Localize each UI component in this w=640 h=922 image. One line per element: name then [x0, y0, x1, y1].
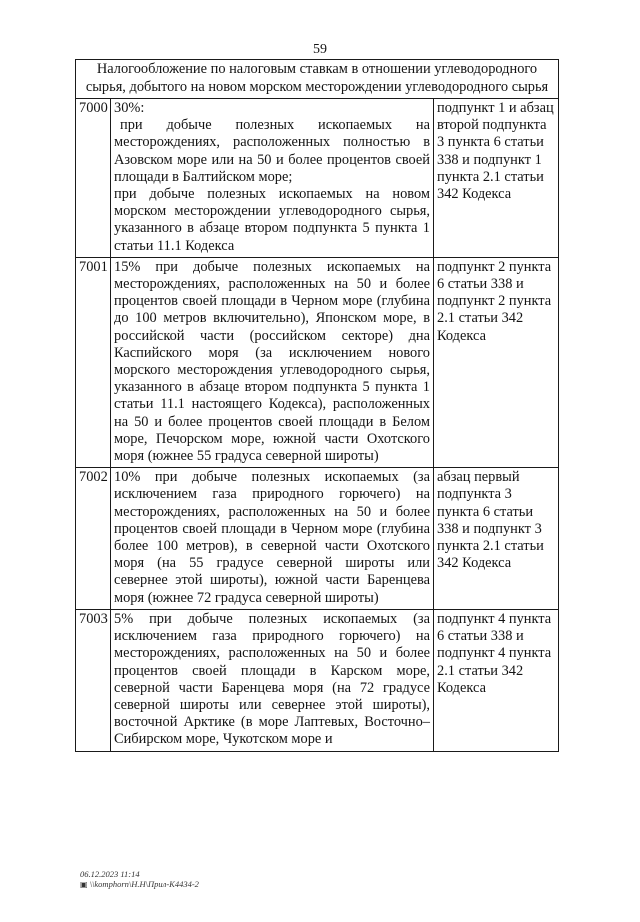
table-header-title: Налогообложение по налоговым ставкам в отношении углеводородного сырья, добытого на новом морском месторождении углеводородного сырья [76, 60, 559, 99]
table-row [76, 468, 559, 610]
footer-path: \\komphorn\Н.Н\Прил-К4434-2 [89, 879, 199, 889]
rate-code: 7003 [76, 609, 111, 751]
rate-description [111, 99, 434, 258]
table-row [76, 609, 559, 751]
code-reference: подпункт 1 и абзац второй подпункта 3 пункта 6 статьи 338 и подпункт 1 пункта 2.1 статьи 342 Кодекса [434, 99, 559, 258]
description-paragraph: 10% при добыче полезных ископаемых (за исключением газа природного горючего) на месторождениях, расположенных на 50 и более процентов своей площади в Черном море (глубина более 100 метров), в северной части Охотского моря (на 55 градусе северной широты или севернее этой широты), южной части Баренцева моря (южнее 72 градуса северной широты) [114, 469, 430, 606]
table-row [76, 99, 559, 258]
code-reference: абзац первый подпункта 3 пункта 6 статьи 338 и подпункт 3 пункта 2.1 статьи 342 Кодекса [434, 468, 559, 610]
document-footer [80, 869, 199, 890]
rate-code: 7002 [76, 468, 111, 610]
rate-description [111, 468, 434, 610]
rate-description [111, 257, 434, 467]
table-row [76, 257, 559, 467]
description-paragraph: при добыче полезных ископаемых на месторождениях, расположенных полностью в Азовском море или на 50 и более процентов своей площади в Балтийском море; [114, 117, 430, 185]
table-header-row [76, 60, 559, 99]
page-number: 59 [313, 42, 327, 57]
rate-description [111, 609, 434, 751]
footer-path-line [80, 879, 199, 890]
code-reference: подпункт 2 пункта 6 статьи 338 и подпункт 2 пункта 2.1 статьи 342 Кодекса [434, 257, 559, 467]
rate-code: 7000 [76, 99, 111, 258]
tax-rate-table [75, 59, 559, 752]
description-paragraph: 15% при добыче полезных ископаемых на месторождениях, расположенных на 50 и более процентов своей площади в Черном море (глубина до 100 метров включительно), Японском море, в российской части (российском секторе) дна Каспийского моря (за исключением нового морского месторождения углеводородного сырья, указанного в абзаце втором подпункта 5 пункта 1 статьи 11.1 настоящего Кодекса), расположенных на 50 и более процентов своей площади в Белом море, Печорском море, южной части Охотского моря (южнее 55 градуса северной широты) [114, 258, 430, 465]
description-paragraph: 5% при добыче полезных ископаемых (за исключением газа природного горючего) на месторождениях, расположенных на 50 и более процентов своей площади в Карском море, северной части Баренцева моря (на 72 градусе северной широты или севернее этой широты), восточной Арктике (в море Лаптевых, Восточно–Сибирском море, Чукотском море и [114, 610, 430, 748]
description-paragraph: при добыче полезных ископаемых на новом морском месторождении углеводородного сырья, указанного в абзаце втором подпункта 5 пункта 1 статьи 11.1 Кодекса [114, 186, 430, 254]
footer-date: 06.12.2023 11:14 [80, 869, 140, 879]
code-reference: подпункт 4 пункта 6 статьи 338 и подпункт 4 пункта 2.1 статьи 342 Кодекса [434, 609, 559, 751]
description-paragraph: 30%: [114, 100, 145, 116]
rate-code: 7001 [76, 257, 111, 467]
document-link-icon: ▣ [80, 880, 88, 889]
